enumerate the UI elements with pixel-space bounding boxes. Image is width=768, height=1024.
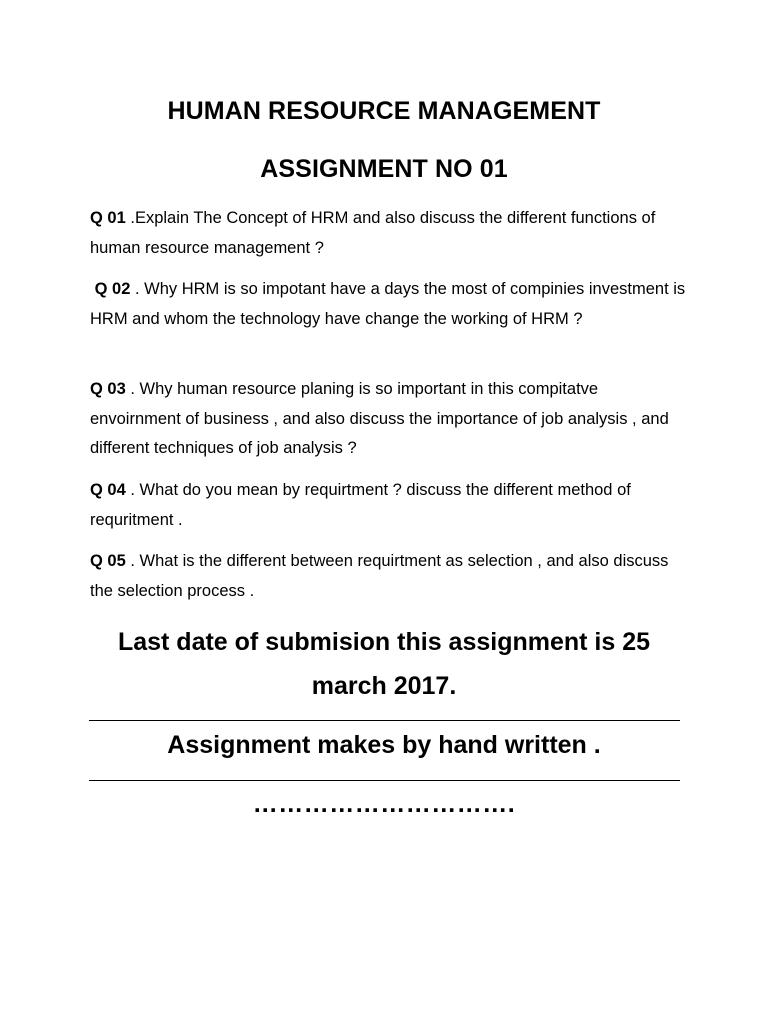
question-3 (90, 375, 690, 464)
question-5-number: Q 05 (90, 552, 126, 570)
question-2 (90, 275, 690, 334)
divider-bottom (89, 780, 680, 781)
question-5 (90, 547, 690, 606)
question-1-number: Q 01 (90, 209, 126, 227)
question-3-number: Q 03 (90, 380, 126, 398)
handwritten-note: Assignment makes by hand written . (167, 731, 601, 759)
question-3-text: . Why human resource planing is so important in this compitatve envoirnment of business , and also discuss the importance of job analysis , and different techniques of job analysis ? (90, 380, 669, 457)
divider-top (89, 720, 680, 721)
document-title: HUMAN RESOURCE MANAGEMENT (167, 97, 601, 125)
question-4-number: Q 04 (90, 481, 126, 499)
question-2-text: . Why HRM is so impotant have a days the most of compinies investment is HRM and whom the technology have change the working of HRM ? (90, 280, 686, 328)
question-5-text: . What is the different between requirtment as selection , and also discuss the selection process . (90, 552, 669, 600)
question-4 (90, 476, 690, 535)
assignment-number: ASSIGNMENT NO 01 (260, 155, 508, 183)
dotted-line: …………………………. (252, 790, 516, 818)
question-1-text: .Explain The Concept of HRM and also discuss the different functions of human resource management ? (90, 209, 656, 257)
question-4-text: . What do you mean by requirtment ? discuss the different method of requritment . (90, 481, 631, 529)
submission-deadline: Last date of submision this assignment is 25 march 2017. (117, 628, 651, 700)
question-2-number: Q 02 (94, 280, 131, 298)
question-1 (90, 204, 690, 263)
